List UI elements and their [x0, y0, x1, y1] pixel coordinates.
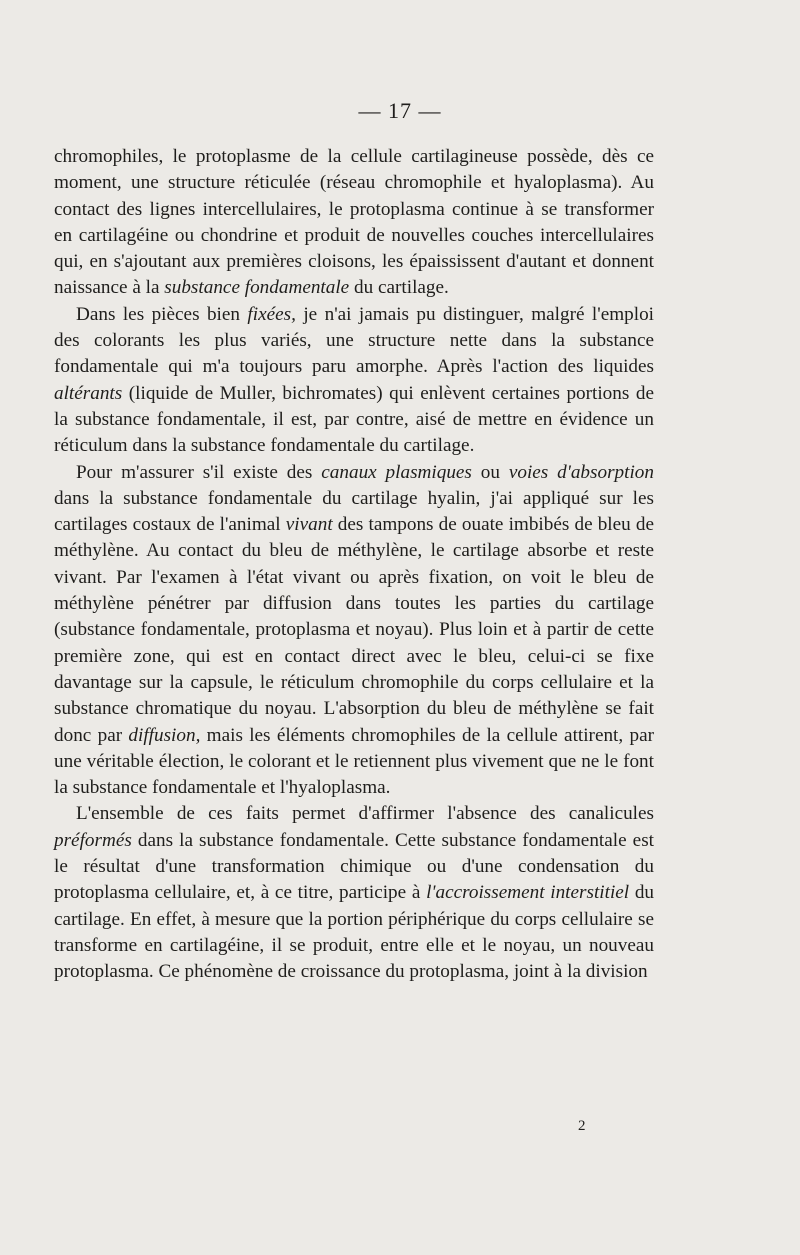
- italic-segment: diffusion,: [128, 724, 201, 746]
- paragraph-3: [54, 460, 654, 802]
- italic-segment: vivant: [285, 514, 333, 536]
- italic-segment: préformés: [54, 829, 132, 851]
- signature-mark: 2: [578, 1118, 586, 1134]
- text-segment: du cartilage.: [349, 277, 449, 299]
- paragraph-4: [54, 801, 654, 985]
- italic-segment: altérants: [54, 382, 123, 404]
- text-segment: je n'ai jamais pu distinguer, malgré l'emploi des colorants les plus variés, une structure nette dans la substance fondamentale qui m'a toujours paru amorphe. Après l'action des liquides: [54, 303, 654, 378]
- text-segment: du cartilage. En effet, à mesure que la portion périphérique du corps cellulaire se transforme en cartilagéine, il se produit, entre elle et le noyau, un nouveau protoplasma. Ce phénomène de croissance du protoplasma, joint à la division: [54, 882, 655, 983]
- text-segment: L'ensemble de ces faits permet d'affirmer l'absence des canalicules: [76, 803, 654, 825]
- italic-segment: canaux plasmiques: [321, 461, 472, 483]
- text-segment: ou: [471, 461, 509, 483]
- text-segment: mais les éléments chromophiles de la cellule attirent, par une véritable élection, le colorant et le retiennent plus vivement que ne le font la substance fondamentale et l'hyaloplasma.: [54, 724, 654, 799]
- italic-segment: substance fondamentale: [164, 277, 350, 299]
- italic-segment: l'accroissement interstitiel: [426, 882, 630, 904]
- text-segment: Dans les pièces bien: [76, 303, 248, 325]
- page-number: — 17 —: [358, 98, 442, 123]
- text-segment: (liquide de Muller, bichromates) qui enlèvent certaines portions de la substance fondamentale, il est, par contre, aisé de mettre en évidence un réticulum dans la substance fondamentale du cartilage.: [54, 382, 654, 457]
- body-text: [54, 144, 654, 986]
- text-segment: dans la substance fondamentale du cartilage hyalin, j'ai appliqué sur les cartilages costaux de l'animal: [54, 487, 654, 536]
- text-segment: chromophiles, le protoplasme de la cellule cartilagineuse possède, dès ce moment, une structure réticulée (réseau chromophile et hyaloplasma). Au contact des lignes intercellulaires, le protoplasma continue à se transformer en cartilagéine ou chondrine et produit de nouvelles couches intercellulaires qui, en s'ajoutant aux premières cloisons, les épaississent d'autant et donnent naissance à la: [54, 146, 654, 299]
- text-segment: des tampons de ouate imbibés de bleu de méthylène. Au contact du bleu de méthylène, le cartilage absorbe et reste vivant. Par l'examen à l'état vivant ou après fixation, on voit le bleu de méthylène pénétrer par diffusion dans toutes les parties du cartilage (substance fondamentale, protoplasma et noyau). Plus loin et à partir de cette première zone, qui est en contact direct avec le bleu, celui-ci se fixe davantage sur la capsule, le réticulum chromophile du corps cellulaire et la substance chromatique du noyau. L'absorption du bleu de méthylène se fait donc par: [54, 514, 654, 746]
- italic-segment: voies d'absorption: [508, 461, 654, 483]
- text-segment: Pour m'assurer s'il existe des: [76, 461, 322, 483]
- italic-segment: fixées,: [247, 303, 296, 325]
- text-segment: dans la substance fondamentale. Cette substance fondamentale est le résultat d'une transformation chimique ou d'une condensation du protoplasma cellulaire, et, à ce titre, participe à: [54, 829, 654, 904]
- paragraph-2: [54, 302, 654, 460]
- paragraph-1: [54, 144, 654, 302]
